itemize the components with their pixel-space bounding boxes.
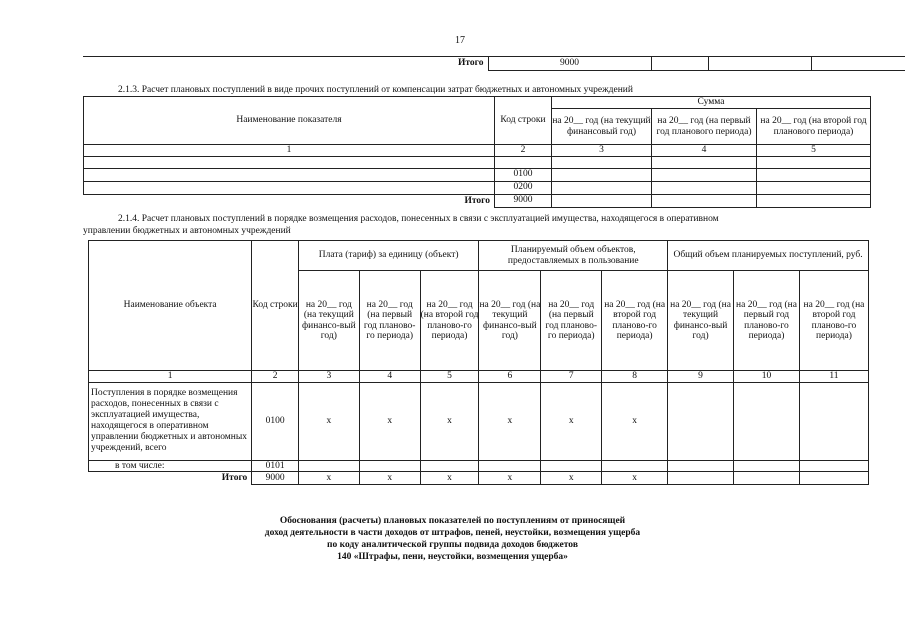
t214-row1-mark: x — [602, 382, 668, 460]
t214-num: 11 — [799, 371, 868, 383]
t213-cell — [652, 181, 757, 194]
t214-total-code: 9000 — [252, 472, 299, 485]
t214-num: 1 — [89, 371, 252, 383]
t214-header-cur: на 20__ год (на текущий финансо-вый год) — [668, 271, 734, 371]
t214-header-name: Наименование объекта — [89, 241, 252, 371]
t214-header-cur: на 20__ год (на текущий финансо-вый год) — [479, 271, 541, 371]
t214-cell — [479, 460, 541, 472]
t214-cell — [799, 460, 868, 472]
t214-num: 10 — [734, 371, 800, 383]
t213-cell — [552, 181, 652, 194]
t213-cell — [757, 194, 871, 207]
t213-header-col4: на 20__ год (на первый год планового периода) — [652, 109, 757, 145]
t213-total-label: Итого — [464, 195, 490, 206]
t213-header-code: Код строки — [495, 97, 552, 145]
table-214 — [88, 240, 869, 485]
t214-header-cur: на 20__ год (на текущий финансо-вый год) — [298, 271, 359, 371]
t213-cell — [552, 194, 652, 207]
t214-cell — [799, 472, 868, 485]
t214-total-label: Итого — [89, 472, 252, 485]
t213-row-code — [495, 156, 552, 168]
t213-num: 4 — [652, 145, 757, 157]
t214-row2-code: 0101 — [252, 460, 299, 472]
t214-cell — [602, 460, 668, 472]
t214-header-group3: Общий объем планируемых поступлений, руб. — [668, 241, 869, 271]
t213-cell — [652, 194, 757, 207]
t214-cell — [668, 460, 734, 472]
t214-row1-name: Поступления в порядке возмещения расходов, понесенных в связи с эксплуатацией имущества, находящегося в оперативном управлении бюджетных и автономных учреждений, всего — [89, 382, 252, 460]
t214-total-mark: x — [541, 472, 602, 485]
t213-cell — [552, 168, 652, 181]
t214-header-group1: Плата (тариф) за единицу (объект) — [298, 241, 479, 271]
t213-cell — [757, 168, 871, 181]
t214-num: 8 — [602, 371, 668, 383]
t213-row-name — [84, 156, 495, 168]
t214-cell — [799, 382, 868, 460]
t214-row1-mark: x — [420, 382, 479, 460]
t213-num: 2 — [495, 145, 552, 157]
t213-num: 5 — [757, 145, 871, 157]
t213-header-col5: на 20__ год (на второй год планового периода) — [757, 109, 871, 145]
t214-row1-mark: x — [298, 382, 359, 460]
footer-line-2: доход деятельности в части доходов от штрафов, пеней, неустойки, возмещения ущерба — [264, 528, 641, 538]
t214-num: 9 — [668, 371, 734, 383]
t214-num: 6 — [479, 371, 541, 383]
t214-header-second: на 20__ год (на второй год планово-го периода) — [420, 271, 479, 371]
t214-cell — [359, 460, 420, 472]
t214-header-first: на 20__ год (на первый год планово-го периода) — [734, 271, 800, 371]
t213-row-name — [84, 181, 495, 194]
t213-cell — [652, 156, 757, 168]
footer-heading — [0, 515, 905, 563]
t214-header-first: на 20__ год (на первый год планово-го периода) — [541, 271, 602, 371]
t214-cell — [734, 472, 800, 485]
t213-header-sum: Сумма — [552, 97, 871, 109]
t213-row-name — [84, 168, 495, 181]
t213-header-name: Наименование показателя — [84, 97, 495, 145]
top-total-cell-5 — [811, 57, 905, 71]
t214-num: 4 — [359, 371, 420, 383]
top-total-cell-3 — [651, 57, 708, 71]
t214-row2-name: в том числе: — [89, 460, 252, 472]
t213-header-col3: на 20__ год (на текущий финансовый год) — [552, 109, 652, 145]
t213-row-code: 0200 — [495, 181, 552, 194]
top-total-label: Итого — [457, 58, 484, 69]
section-214-title-line2: управлении бюджетных и автономных учреждений — [83, 226, 291, 236]
t214-row1-code: 0100 — [252, 382, 299, 460]
top-total-code: 9000 — [488, 57, 651, 71]
top-total-table — [83, 56, 905, 71]
section-214-title-line1: 2.1.4. Расчет плановых поступлений в порядке возмещения расходов, понесенных в связи с эксплуатацией имущества, находящегося в оперативном — [118, 214, 719, 224]
t214-num: 3 — [298, 371, 359, 383]
t214-row1-mark: x — [479, 382, 541, 460]
t214-header-second: на 20__ год (на второй год планово-го периода) — [799, 271, 868, 371]
t214-total-mark: x — [359, 472, 420, 485]
t214-header-group2: Планируемый объем объектов, предоставляемых в пользование — [479, 241, 668, 271]
page-number: 17 — [455, 35, 465, 46]
t214-num: 2 — [252, 371, 299, 383]
t214-num: 7 — [541, 371, 602, 383]
t213-cell — [757, 181, 871, 194]
t214-cell — [668, 382, 734, 460]
t213-num: 3 — [552, 145, 652, 157]
t214-num: 5 — [420, 371, 479, 383]
t214-header-first: на 20__ год (на первый год планово-го периода) — [359, 271, 420, 371]
t214-header-second: на 20__ год (на второй год планово-го периода) — [602, 271, 668, 371]
t213-cell — [757, 156, 871, 168]
t214-total-mark: x — [420, 472, 479, 485]
t214-cell — [298, 460, 359, 472]
t213-total-code: 9000 — [495, 194, 552, 207]
t214-cell — [541, 460, 602, 472]
t214-total-mark: x — [602, 472, 668, 485]
footer-line-4: 140 «Штрафы, пени, неустойки, возмещения ущерба» — [337, 552, 568, 562]
t213-cell — [652, 168, 757, 181]
footer-line-1: Обоснования (расчеты) плановых показателей по поступлениям от приносящей — [279, 516, 626, 526]
t213-row-code: 0100 — [495, 168, 552, 181]
t214-total-mark: x — [479, 472, 541, 485]
t214-header-code: Код строки — [252, 241, 299, 371]
t214-row1-mark: x — [541, 382, 602, 460]
t214-cell — [734, 460, 800, 472]
t214-cell — [668, 472, 734, 485]
section-213-title: 2.1.3. Расчет плановых поступлений в виде прочих поступлений от компенсации затрат бюджетных и автономных учреждений — [118, 85, 633, 95]
table-213 — [83, 96, 871, 208]
t214-cell — [734, 382, 800, 460]
t214-total-mark: x — [298, 472, 359, 485]
top-total-cell-4 — [708, 57, 811, 71]
footer-line-3: по коду аналитической группы подвида доходов бюджетов — [327, 540, 578, 550]
t213-cell — [552, 156, 652, 168]
t214-cell — [420, 460, 479, 472]
t214-row1-mark: x — [359, 382, 420, 460]
t213-num: 1 — [84, 145, 495, 157]
